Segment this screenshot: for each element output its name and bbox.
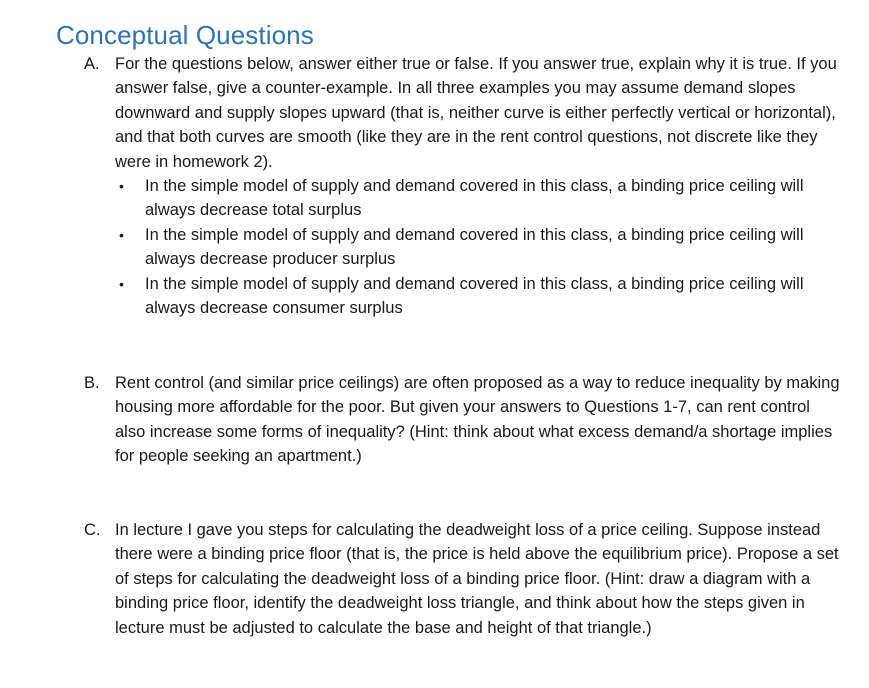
list-item [115, 223, 844, 272]
question-b [84, 371, 844, 469]
question-text: In lecture I gave you steps for calculating the deadweight loss of a price ceiling. Suppose instead there were a binding price floor (that is, the price is held above the equilibrium price). Propose a set of steps for calculating the deadweight loss of a binding price floor. (Hint: draw a diagram with a binding price floor, identify the deadweight loss triangle, and think about how the steps given in lecture must be adjusted to calculate the base and height of that triangle.) [115, 521, 839, 637]
question-marker: C. [84, 521, 101, 539]
question-text: For the questions below, answer either true or false. If you answer true, explain why it is true. If you answer false, give a counter-example. In all three examples you may assume demand slopes downward and supply slopes upward (that is, neither curve is either perfectly vertical or horizontal), and that both curves are smooth (like they are in the rent control questions, not discrete like they were in homework 2). [115, 55, 837, 171]
question-c [84, 518, 844, 640]
bullet-icon: • [119, 226, 124, 243]
question-marker: B. [84, 374, 100, 392]
list-item-text: In the simple model of supply and demand covered in this class, a binding price ceiling will always decrease producer surplus [145, 225, 804, 269]
list-item [115, 272, 844, 321]
question-body [115, 518, 844, 640]
bullet-icon: • [119, 275, 124, 292]
list-item-text: In the simple model of supply and demand covered in this class, a binding price ceiling will always decrease consumer surplus [145, 274, 804, 318]
question-body [115, 52, 844, 320]
list-item [115, 174, 844, 223]
question-body [115, 371, 844, 469]
question-text: Rent control (and similar price ceilings) are often proposed as a way to reduce inequality by making housing more affordable for the poor. But given your answers to Questions 1-7, can rent control also increase some forms of inequality? (Hint: think about what excess demand/a shortage implies for people seeking an apartment.) [115, 374, 840, 466]
section-heading: Conceptual Questions [56, 20, 314, 50]
bullet-icon: • [119, 178, 124, 195]
question-marker: A. [84, 55, 100, 73]
bullet-list [115, 174, 844, 320]
list-item-text: In the simple model of supply and demand covered in this class, a binding price ceiling will always decrease total surplus [145, 177, 804, 220]
question-a [84, 52, 844, 320]
